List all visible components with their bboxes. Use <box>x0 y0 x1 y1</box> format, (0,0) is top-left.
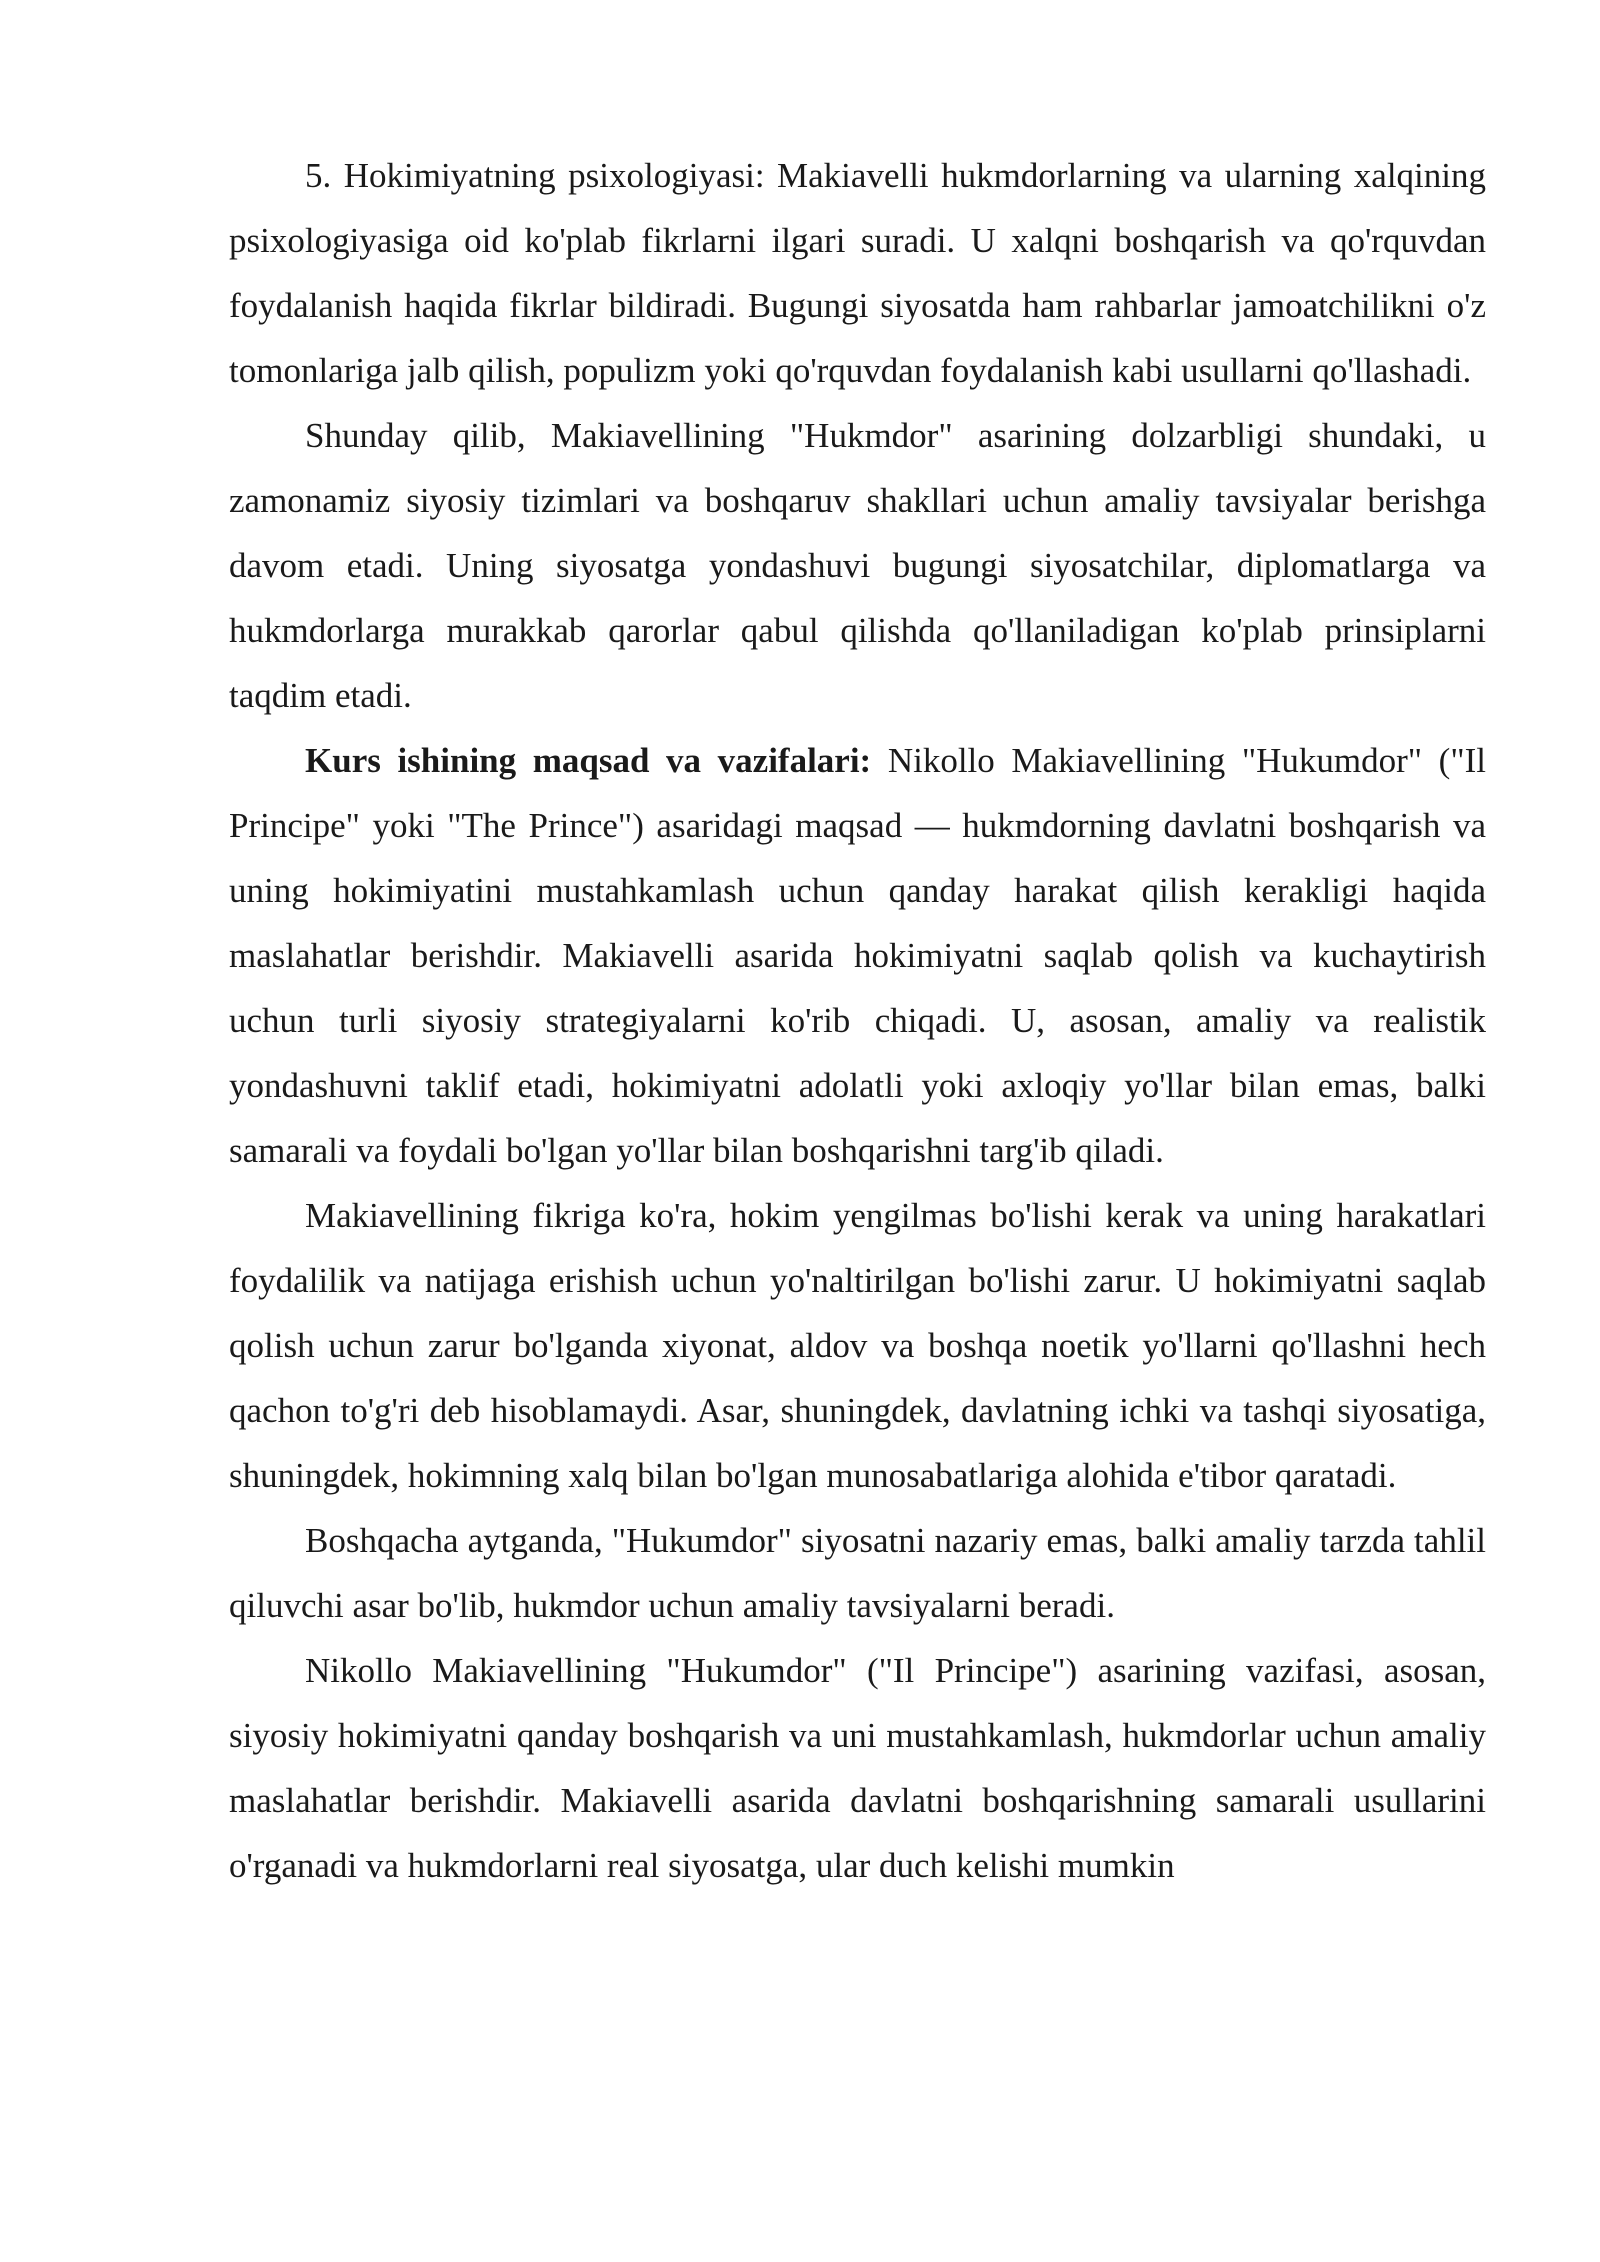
paragraph-task-of-work <box>229 1638 1486 1898</box>
paragraph-relevance <box>229 403 1486 728</box>
paragraph-text: 5. Hokimiyatning psixologiyasi: Makiavelli hukmdorlarning va ularning xalqining psixologiyasiga oid ko'plab fikrlarni ilgari suradi. U xalqni boshqarish va qo'rquvdan foydalanish haqida fikrlar bildiradi. Bugungi siyosatda ham rahbarlar jamoatchilikni o'z tomonlariga jalb qilish, populizm yoki qo'rquvdan foydalanish kabi usullarni qo'llashadi. <box>229 156 1486 390</box>
paragraph-text: Shunday qilib, Makiavellining "Hukmdor" asarining dolzarbligi shundaki, u zamonamiz siyosiy tizimlari va boshqaruv shakllari uchun amaliy tavsiyalar berishga davom etadi. Uning siyosatga yondashuvi bugungi siyosatchilar, diplomatlarga va hukmdorlarga murakkab qarorlar qabul qilishda qo'llaniladigan ko'plab prinsiplarni taqdim etadi. <box>229 416 1486 715</box>
paragraph-in-other-words <box>229 1508 1486 1638</box>
paragraph-psychology-of-power <box>229 143 1486 403</box>
document-page <box>229 143 1486 1898</box>
paragraph-machiavelli-opinion <box>229 1183 1486 1508</box>
paragraph-bold-lead: Kurs ishining maqsad va vazifalari: <box>305 741 872 780</box>
paragraph-text: Makiavellining fikriga ko'ra, hokim yengilmas bo'lishi kerak va uning harakatlari foydalilik va natijaga erishish uchun yo'naltirilgan bo'lishi zarur. U hokimiyatni saqlab qolish uchun zarur bo'lganda xiyonat, aldov va boshqa noetik yo'llarni qo'llashni hech qachon to'g'ri deb hisoblamaydi. Asar, shuningdek, davlatning ichki va tashqi siyosatiga, shuningdek, hokimning xalq bilan bo'lgan munosabatlariga alohida e'tibor qaratadi. <box>229 1196 1486 1495</box>
paragraph-course-goals <box>229 728 1486 1183</box>
paragraph-text: Nikollo Makiavellining "Hukumdor" ("Il Principe") asarining vazifasi, asosan, siyosiy hokimiyatni qanday boshqarish va uni mustahkamlash, hukmdorlar uchun amaliy maslahatlar berishdir. Makiavelli asarida davlatni boshqarishning samarali usullarini o'rganadi va hukmdorlarni real siyosatga, ular duch kelishi mumkin <box>229 1651 1486 1885</box>
paragraph-text: Boshqacha aytganda, "Hukumdor" siyosatni nazariy emas, balki amaliy tarzda tahlil qiluvchi asar bo'lib, hukmdor uchun amaliy tavsiyalarni beradi. <box>229 1521 1486 1625</box>
paragraph-text: Nikollo Makiavellining "Hukumdor" ("Il Principe" yoki "The Prince") asaridagi maqsad — hukmdorning davlatni boshqarish va uning hokimiyatini mustahkamlash uchun qanday harakat qilish kerakligi haqida maslahatlar berishdir. Makiavelli asarida hokimiyatni saqlab qolish va kuchaytirish uchun turli siyosiy strategiyalarni ko'rib chiqadi. U, asosan, amaliy va realistik yondashuvni taklif etadi, hokimiyatni adolatli yoki axloqiy yo'llar bilan emas, balki samarali va foydali bo'lgan yo'llar bilan boshqarishni targ'ib qiladi. <box>229 741 1486 1170</box>
